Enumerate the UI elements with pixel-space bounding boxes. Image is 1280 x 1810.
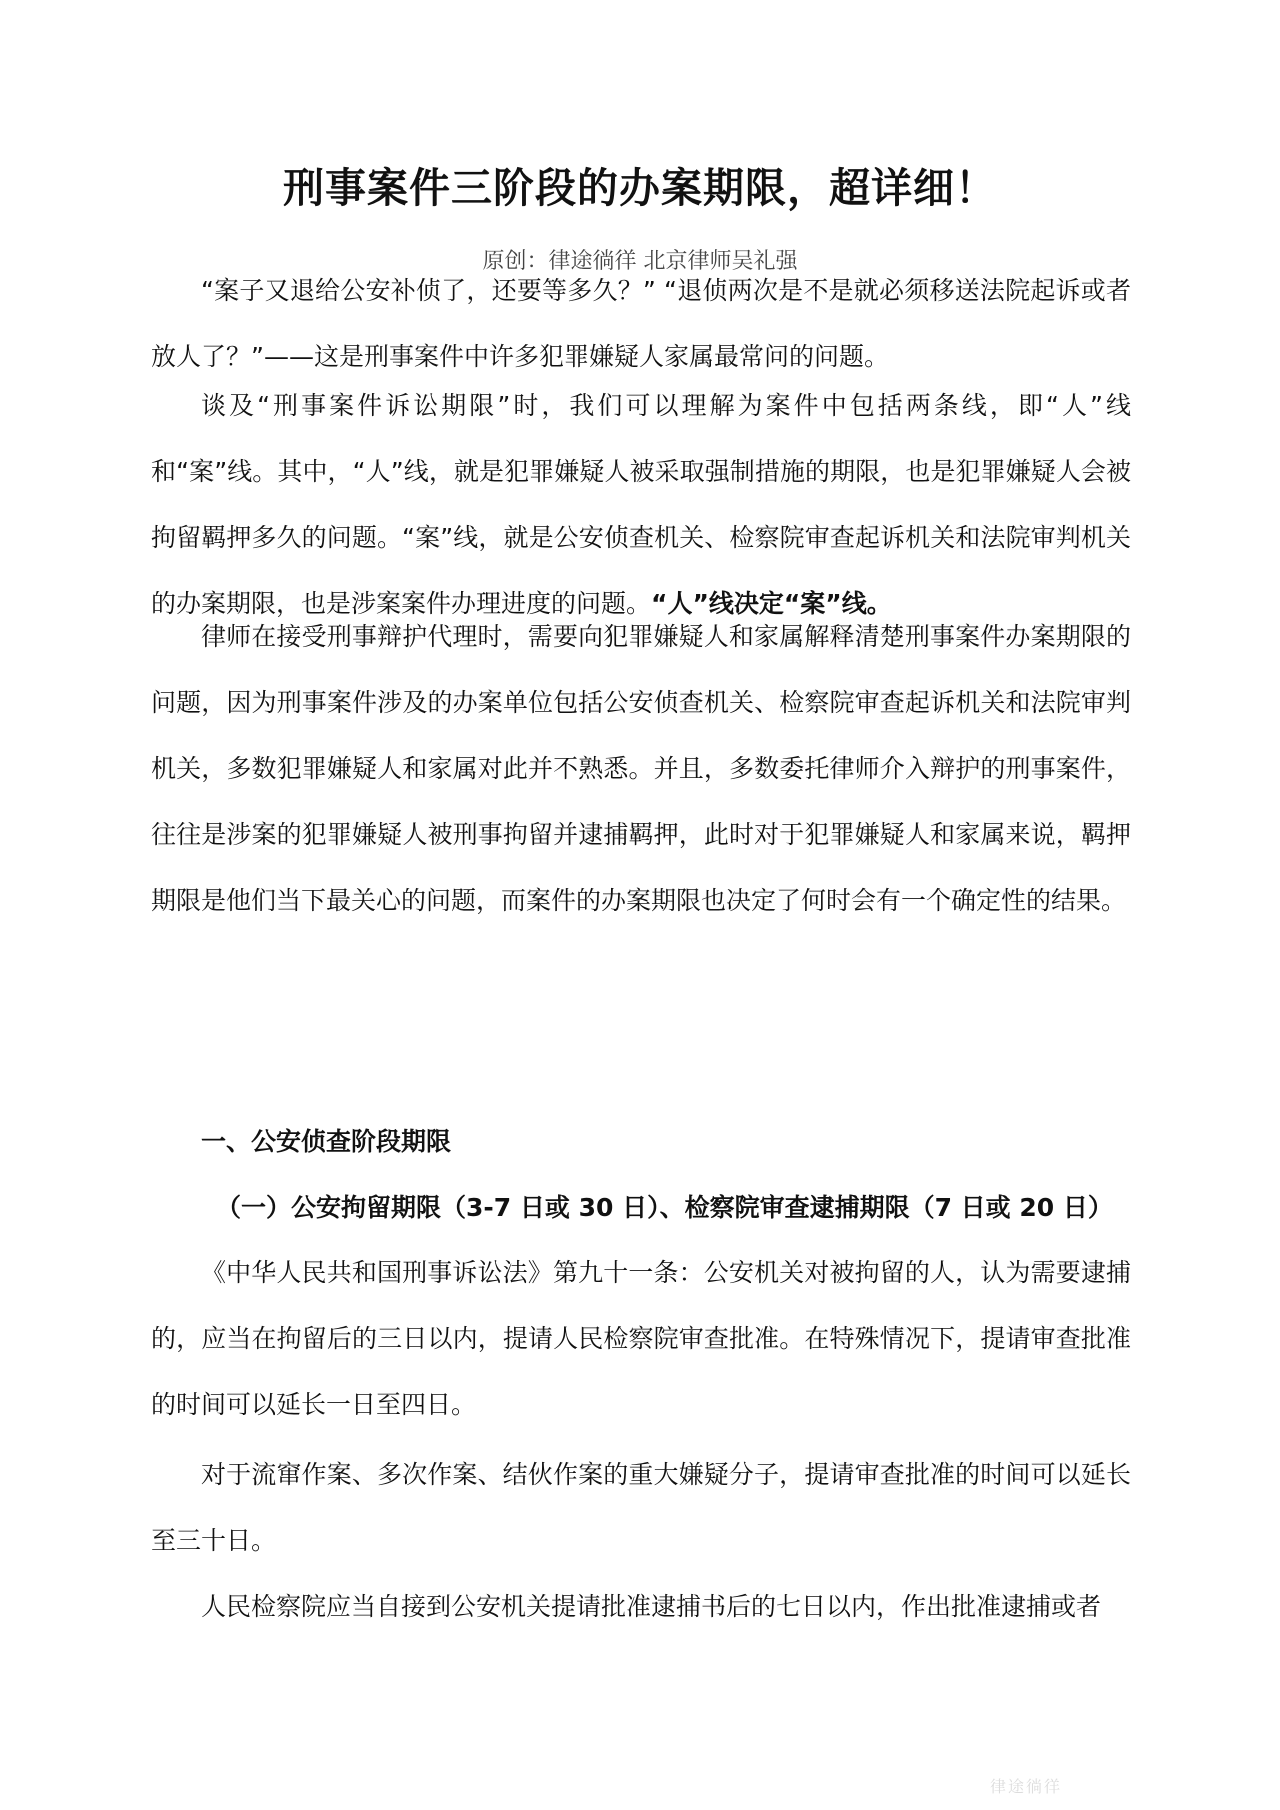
paragraph-extension-30-days-text: 对于流窜作案、多次作案、结伙作案的重大嫌疑分子，提请审查批准的时间可以延长至三十日。 bbox=[151, 1460, 1131, 1555]
paragraph-intro bbox=[151, 258, 1131, 390]
paragraph-law-article-91 bbox=[151, 1240, 1131, 1438]
section-heading: 一、公安侦查阶段期限 bbox=[201, 1127, 452, 1156]
article-byline: 原创：律途徜徉 北京律师吴礼强 bbox=[482, 249, 798, 274]
paragraph-extension-30-days bbox=[151, 1442, 1131, 1574]
paragraph-lawyer-explain bbox=[151, 604, 1131, 934]
paragraph-procuratorate-text: 人民检察院应当自接到公安机关提请批准逮捕书后的七日以内，作出批准逮捕或者 bbox=[201, 1592, 1102, 1621]
paragraph-law-article-91-text: 《中华人民共和国刑事诉讼法》第九十一条：公安机关对被拘留的人，认为需要逮捕的，应当在拘留后的三日以内，提请人民检察院审查批准。在特殊情况下，提请审查批准的时间可以延长一日至四日。 bbox=[151, 1258, 1131, 1419]
paragraph-two-lines bbox=[151, 373, 1131, 637]
paragraph-two-lines-text: 谈及“刑事案件诉讼期限”时，我们可以理解为案件中包括两条线，即“人”线和“案”线。其中，“人”线，就是犯罪嫌疑人被采取强制措施的期限，也是犯罪嫌疑人会被拘留羁押多久的问题。“案”线，就是公安侦查机关、检察院审查起诉机关和法院审判机关的办案期限，也是涉案案件办理进度的问题。 bbox=[151, 391, 1131, 618]
watermark: 律途徜徉 bbox=[990, 1777, 1063, 1796]
paragraph-lawyer-explain-text: 律师在接受刑事辩护代理时，需要向犯罪嫌疑人和家属解释清楚刑事案件办案期限的问题，因为刑事案件涉及的办案单位包括公安侦查机关、检察院审查起诉机关和法院审判机关，多数犯罪嫌疑人和家属对此并不熟悉。并且，多数委托律师介入辩护的刑事案件，往往是涉案的犯罪嫌疑人被刑事拘留并逮捕羁押，此时对于犯罪嫌疑人和家属来说，羁押期限是他们当下最关心的问题，而案件的办案期限也决定了何时会有一个确定性的结果。 bbox=[151, 622, 1131, 915]
subsection-heading: （一）公安拘留期限（3-7 日或 30 日）、检察院审查逮捕期限（7 日或 20 日） bbox=[216, 1193, 1113, 1222]
paragraph-procuratorate bbox=[151, 1574, 1131, 1640]
paragraph-intro-text: “案子又退给公安补侦了，还要等多久？” “退侦两次是不是就必须移送法院起诉或者放人了？”——这是刑事案件中许多犯罪嫌疑人家属最常问的问题。 bbox=[151, 276, 1131, 371]
paragraph-emphasis: “人”线决定“案”线。 bbox=[651, 589, 892, 618]
article-title: 刑事案件三阶段的办案期限，超详细！ bbox=[283, 164, 997, 212]
